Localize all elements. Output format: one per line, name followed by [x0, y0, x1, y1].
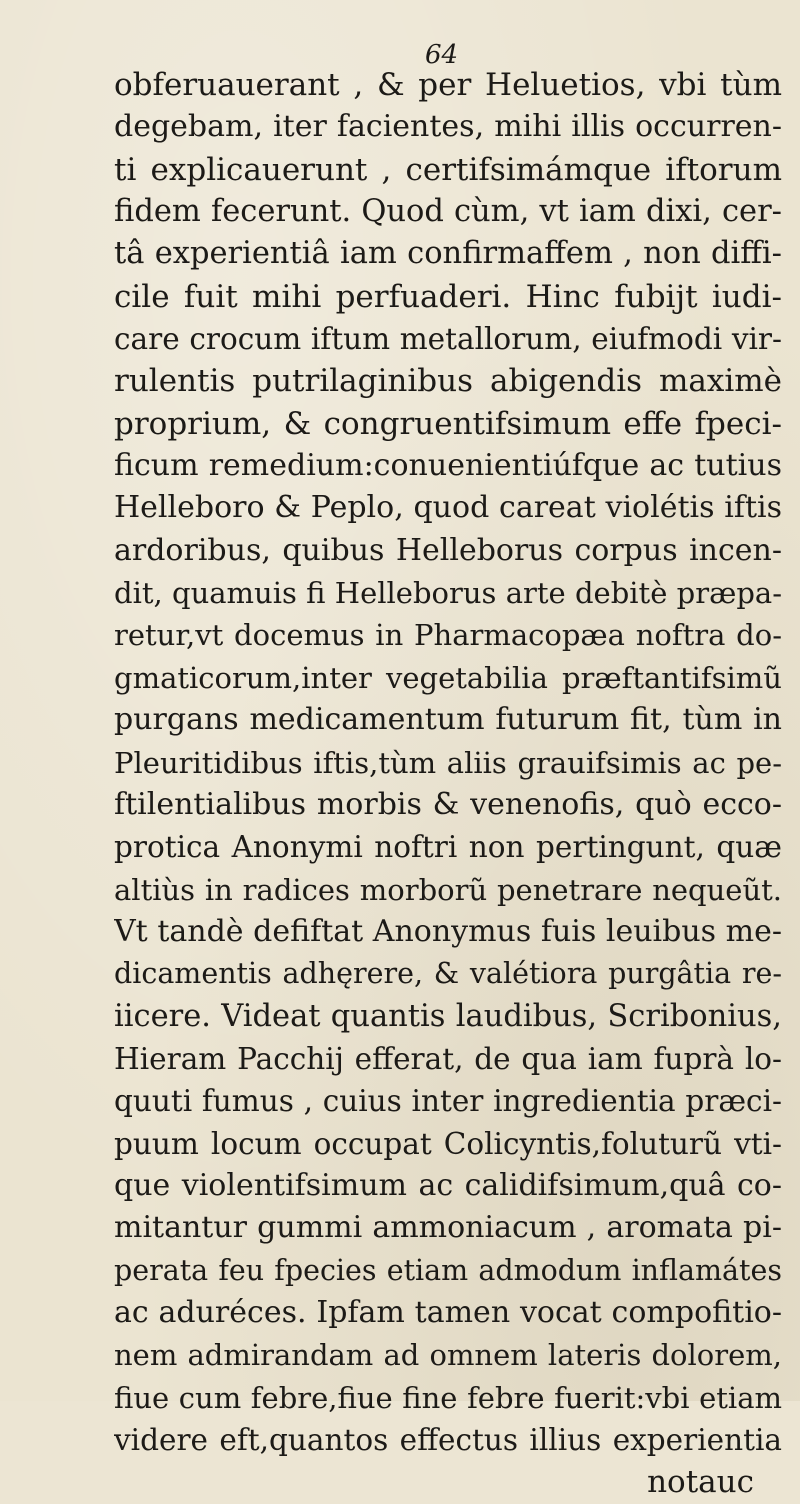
- text-line: Pleuritidibus iftis,tùm aliis grauifsimis ac pe-: [114, 745, 782, 780]
- text-line: protica Anonymi noftri non pertingunt, quæ: [114, 830, 782, 865]
- text-line: Hieram Pacchij efferat, de qua iam fuprà lo-: [114, 1041, 782, 1076]
- text-line: ti explicauerunt , certifsimámque iftorum: [114, 151, 782, 188]
- text-line: fidem fecerunt. Quod cùm, vt iam dixi, cer-: [114, 194, 782, 230]
- text-line: que violentifsimum ac calidifsimum,quâ co-: [114, 1167, 782, 1203]
- page-number: 64: [425, 40, 459, 70]
- text-line: cile fuit mihi perfuaderi. Hinc fubijt iudi-: [114, 278, 782, 315]
- text-line: ardoribus, quibus Helleborus corpus incen-: [114, 532, 782, 568]
- text-line: nem admirandam ad omnem lateris dolorem,: [114, 1338, 782, 1373]
- text-line: videre eft,quantos effectus illius experientia: [114, 1423, 782, 1457]
- text-line: altiùs in radices morborũ penetrare nequeũt.: [114, 872, 782, 907]
- text-line: purgans medicamentum futurum fit, tùm in: [114, 702, 782, 738]
- text-line: mitantur gummi ammoniacum , aromata pi-: [114, 1210, 782, 1246]
- text-line: rulentis putrilaginibus abigendis maximè: [114, 363, 782, 400]
- text-line: fiue cum febre,fiue fine febre fuerit:vbi etiam: [114, 1380, 782, 1415]
- text-line: ficum remedium:conuenientiúfque ac tutius: [114, 448, 782, 484]
- text-line: dit, quamuis fi Helleborus arte debitè præpa-: [114, 576, 782, 611]
- text-line: dicamentis adhęrere, & valétiora purgâtia re-: [114, 957, 782, 991]
- text-line: Vt tandè defiftat Anonymus fuis leuibus me-: [114, 913, 782, 949]
- text-line: puum locum occupat Colicyntis,foluturũ vti-: [114, 1126, 782, 1161]
- text-line: perata feu fpecies etiam admodum inflamátes: [114, 1253, 782, 1287]
- text-line: ftilentialibus morbis & venenofis, quò ecco-: [114, 786, 782, 822]
- text-line: iicere. Videat quantis laudibus, Scribonius,: [114, 998, 782, 1034]
- text-line: tâ experientiâ iam confirmaffem , non diffi-: [114, 236, 782, 272]
- text-line: Helleboro & Peplo, quod careat violétis iftis: [114, 490, 782, 526]
- catchword: notauc: [647, 1464, 754, 1501]
- text-line: obferuauerant , & per Heluetios, vbi tùm: [114, 67, 782, 103]
- text-line: degebam, iter facientes, mihi illis occurren-: [114, 109, 782, 145]
- text-line: care crocum iftum metallorum, eiufmodi vir-: [114, 322, 782, 357]
- body-text: [114, 64, 782, 1504]
- text-line: ac aduréces. Ipfam tamen vocat compofitio-: [114, 1294, 782, 1330]
- text-line: quuti fumus , cuius inter ingredientia præci-: [114, 1084, 782, 1119]
- text-line: gmaticorum,inter vegetabilia præftantifsimũ: [114, 660, 782, 695]
- text-line: proprium, & congruentifsimum effe fpeci-: [114, 405, 782, 442]
- text-line: retur,vt docemus in Pharmacopæa noftra do-: [114, 618, 782, 653]
